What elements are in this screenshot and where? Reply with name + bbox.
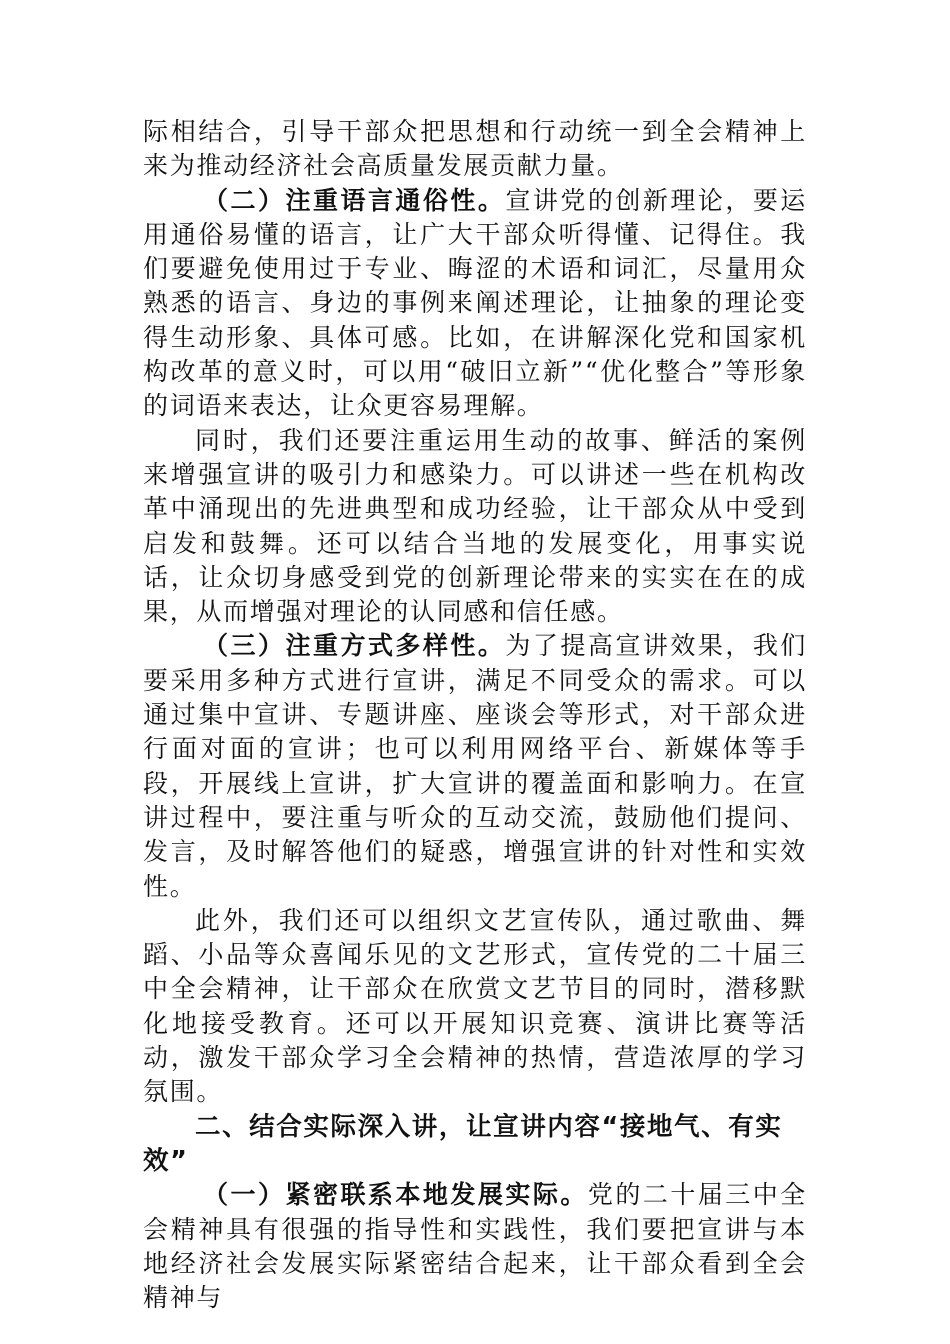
paragraph-methods-lead: （三）注重方式多样性。 [203, 631, 506, 661]
document-page [143, 115, 807, 1315]
paragraph-continuation: 际相结合，引导干部众把思想和行动统一到全会精神上来为推动经济社会高质量发展贡献力量。 [143, 117, 807, 181]
paragraph-methods-body: 为了提高宣讲效果，我们要采用多种方式进行宣讲，满足不同受众的需求。可以通过集中宣讲、专题讲座、座谈会等形式，对干部众进行面对面的宣讲；也可以利用网络平台、新媒体等手段，开展线上宣讲，扩大宣讲的覆盖面和影响力。在宣讲过程中，要注重与听众的互动交流，鼓励他们提问、发言，及时解答他们的疑惑，增强宣讲的针对性和实效性。 [143, 631, 808, 901]
paragraph-local-body: 党的二十届三中全会精神具有很强的指导性和实践性，我们要把宣讲与本地经济社会发展实际紧密结合起来，让干部众看到全会精神与 [143, 1180, 807, 1313]
paragraph-local [143, 1178, 807, 1315]
paragraph-language-body: 宣讲党的创新理论，要运用通俗易懂的语言，让广大干部众听得懂、记得住。我们要避免使用过于专业、晦涩的术语和词汇，尽量用众熟悉的语言、身边的事例来阐述理论，让抽象的理论变得生动形象、具体可感。比如，在讲解深化党和国家机构改革的意义时，可以用“破旧立新”“优化整合”等形象的词语来表达，让众更容易理解。 [143, 185, 808, 421]
paragraph-methods [143, 629, 807, 903]
paragraph-stories: 同时，我们还要注重运用生动的故事、鲜活的案例来增强宣讲的吸引力和感染力。可以讲述一些在机构改革中涌现出的先进典型和成功经验，让干部众从中受到启发和鼓舞。还可以结合当地的发展变化，用事实说话，让众切身感受到党的创新理论带来的实实在在的成果，从而增强对理论的认同感和信任感。 [143, 425, 807, 627]
paragraph-arts: 此外，我们还可以组织文艺宣传队，通过歌曲、舞蹈、小品等众喜闻乐见的文艺形式，宣传党的二十届三中全会精神，让干部众在欣赏文艺节目的同时，潜移默化地接受教育。还可以开展知识竞赛、演讲比赛等活动，激发干部众学习全会精神的热情，营造浓厚的学习氛围。 [143, 905, 807, 1107]
section-heading-2: 二、结合实际深入讲，让宣讲内容“接地气、有实效” [143, 1111, 783, 1176]
paragraph-language [143, 184, 807, 424]
paragraph-local-lead: （一）紧密联系本地发展实际。 [203, 1180, 588, 1210]
paragraph-language-lead: （二）注重语言通俗性。 [203, 185, 506, 215]
